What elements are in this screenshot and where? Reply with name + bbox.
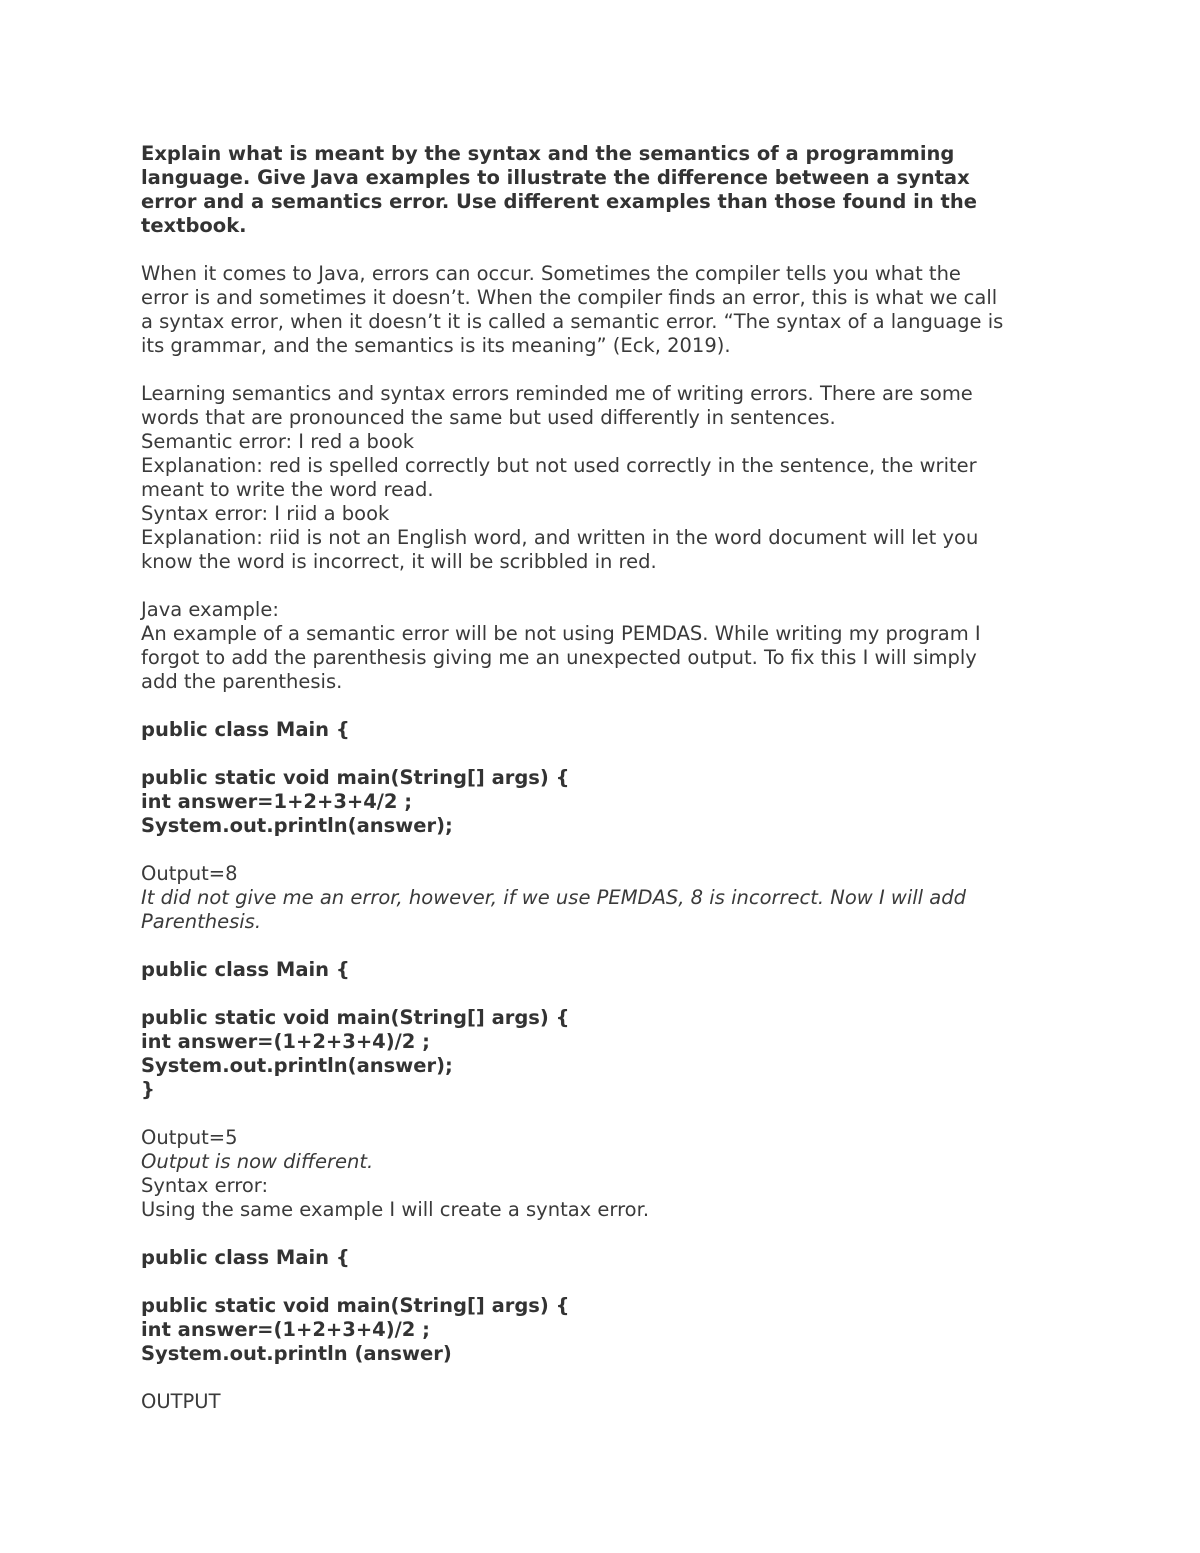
question-line: error and a semantics error. Use different examples than those found in the xyxy=(141,190,977,213)
italic-note-line: It did not give me an error, however, if we use PEMDAS, 8 is incorrect. Now I will add xyxy=(141,886,967,909)
code-line: System.out.println(answer); xyxy=(141,814,453,837)
text-line: a syntax error, when it doesn’t it is called a semantic error. “The syntax of a language is xyxy=(141,310,1004,333)
italic-note-line: Output is now different. xyxy=(141,1150,374,1173)
text-line: Syntax error: I riid a book xyxy=(141,502,390,525)
code-line: int answer=(1+2+3+4)/2 ; xyxy=(141,1030,430,1053)
code-line: } xyxy=(141,1078,155,1101)
text-line: An example of a semantic error will be not using PEMDAS. While writing my program I xyxy=(141,622,981,645)
text-line: add the parenthesis. xyxy=(141,670,343,693)
writing-errors-paragraph xyxy=(141,382,1061,574)
intro-paragraph xyxy=(141,262,1061,358)
text-line: Syntax error: xyxy=(141,1174,269,1197)
text-line: error is and sometimes it doesn’t. When the compiler finds an error, this is what we call xyxy=(141,286,998,309)
italic-note-line: Parenthesis. xyxy=(141,910,262,933)
question-line: Explain what is meant by the syntax and the semantics of a programming xyxy=(141,142,955,165)
text-line: Learning semantics and syntax errors reminded me of writing errors. There are some xyxy=(141,382,973,405)
code-block-1 xyxy=(141,718,1061,838)
text-line: its grammar, and the semantics is its meaning” (Eck, 2019). xyxy=(141,334,731,357)
question-line: language. Give Java examples to illustrate the difference between a syntax xyxy=(141,166,970,189)
text-line: Semantic error: I red a book xyxy=(141,430,415,453)
code-line: public class Main { xyxy=(141,958,350,981)
text-line: forgot to add the parenthesis giving me an unexpected output. To fix this I will simply xyxy=(141,646,977,669)
text-line: Explanation: riid is not an English word, and written in the word document will let you xyxy=(141,526,979,549)
code-line: public static void main(String[] args) { xyxy=(141,1006,570,1029)
text-line: Java example: xyxy=(141,598,279,621)
code-line: System.out.println(answer); xyxy=(141,1054,453,1077)
question-line: textbook. xyxy=(141,214,247,237)
output-line: Output=5 xyxy=(141,1126,238,1149)
code-line: int answer=1+2+3+4/2 ; xyxy=(141,790,413,813)
output-label: OUTPUT xyxy=(141,1390,221,1413)
code-line: public static void main(String[] args) { xyxy=(141,1294,570,1317)
code-block-2 xyxy=(141,958,1061,1102)
text-line: meant to write the word read. xyxy=(141,478,434,501)
text-line: Using the same example I will create a syntax error. xyxy=(141,1198,650,1221)
document-body xyxy=(141,142,1061,1414)
text-line: words that are pronounced the same but used differently in sentences. xyxy=(141,406,836,429)
output-line: Output=8 xyxy=(141,862,238,885)
code-line: System.out.println (answer) xyxy=(141,1342,452,1365)
code-line: int answer=(1+2+3+4)/2 ; xyxy=(141,1318,430,1341)
question-heading xyxy=(141,142,1061,238)
text-line: know the word is incorrect, it will be scribbled in red. xyxy=(141,550,657,573)
code-line: public class Main { xyxy=(141,1246,350,1269)
code-line: public static void main(String[] args) { xyxy=(141,766,570,789)
code-block-3 xyxy=(141,1246,1061,1366)
text-line: When it comes to Java, errors can occur. Sometimes the compiler tells you what the xyxy=(141,262,961,285)
code-line: public class Main { xyxy=(141,718,350,741)
text-line: Explanation: red is spelled correctly but not used correctly in the sentence, the writer xyxy=(141,454,977,477)
java-example-paragraph xyxy=(141,598,1061,694)
